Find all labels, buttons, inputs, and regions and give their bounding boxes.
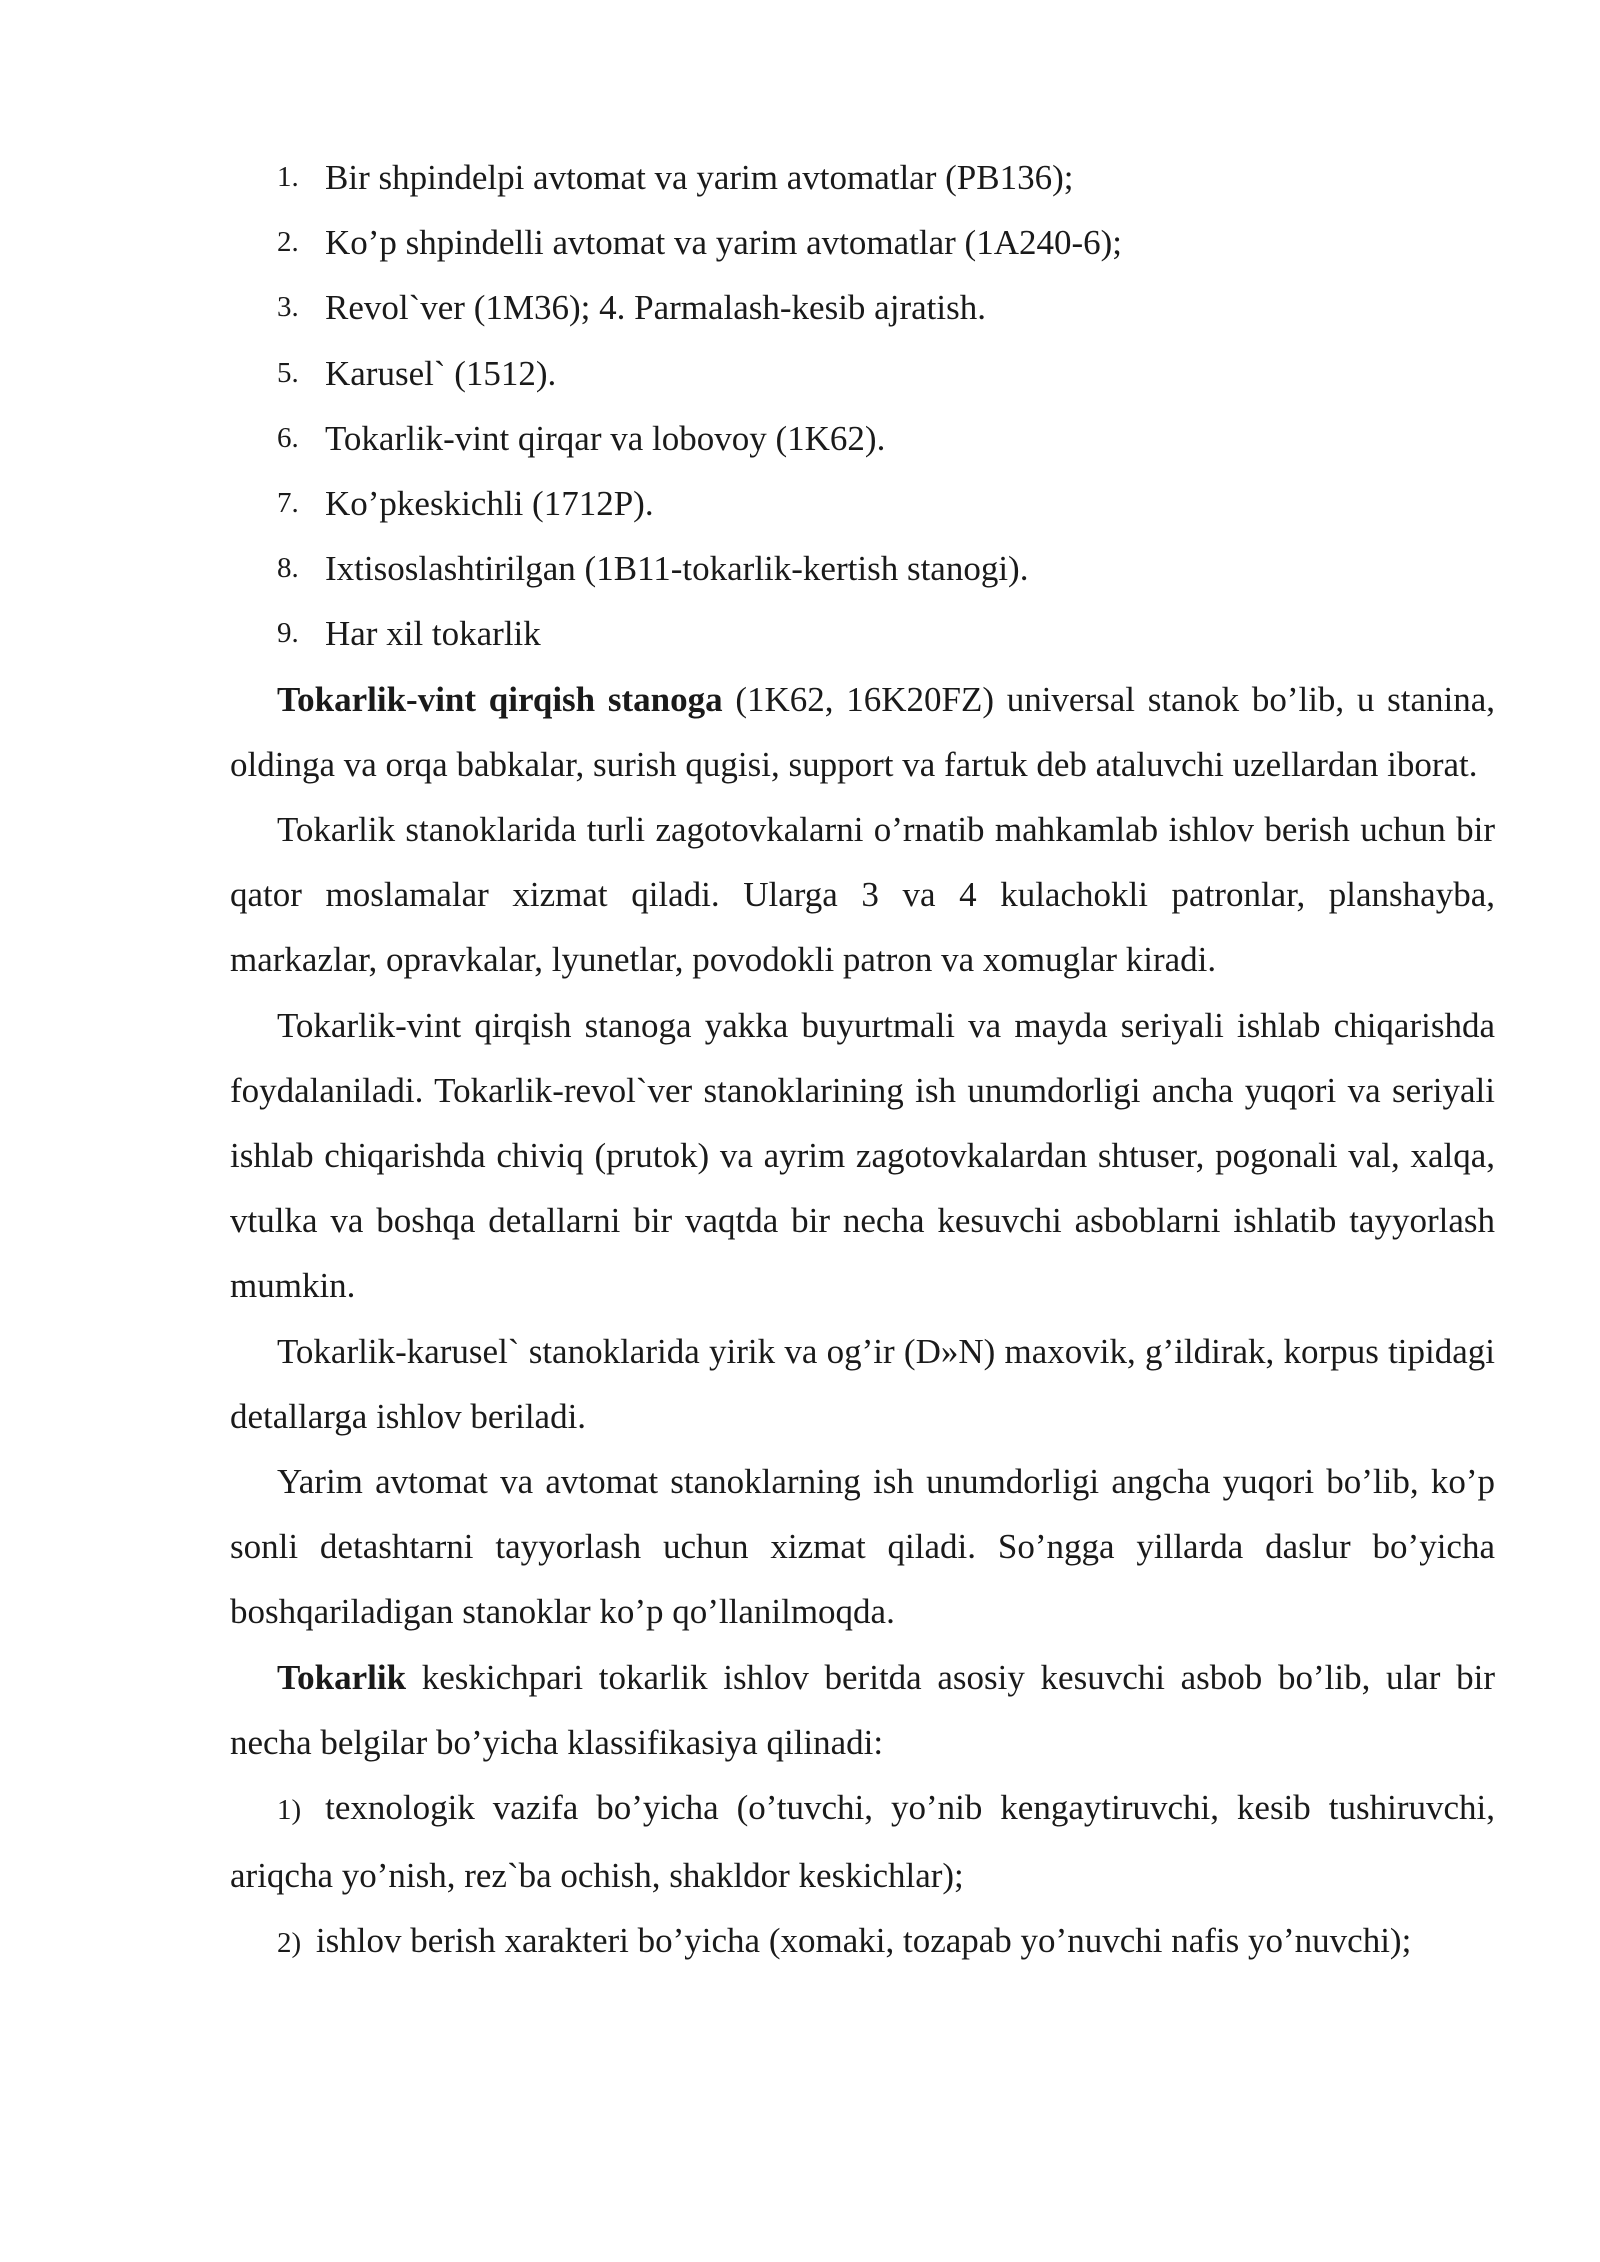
list-text: Har xil tokarlik: [325, 614, 541, 654]
document-page: [230, 145, 1495, 1977]
list-number: 9.: [277, 617, 299, 650]
list-item: [230, 406, 1495, 471]
list-item: [230, 341, 1495, 406]
list-item: [230, 210, 1495, 275]
list-number: 5.: [277, 356, 299, 389]
paragraph-production: Tokarlik-vint qirqish stanoga yakka buyurtmali va mayda seriyali ishlab chiqarishda foydalaniladi. Tokarlik-revol`ver stanoklarining ish unumdorligi ancha yuqori va seriyali ishlab chiqarishda chiviq (prutok) va ayrim zagotovkalardan shtuser, pogonali val, xalqa, vtulka va boshqa detallarni bir vaqtda bir necha kesuvchi asboblarni ishlatib tayyorlash mumkin.: [230, 1005, 1495, 1306]
paragraph-text: (1K62, 16K20FZ) universal stanok bo’lib, u stanina, oldinga va orqa babkalar, surish qugisi, support va fartuk deb ataluvchi uzellardan iborat.: [230, 679, 1495, 784]
list-item: [230, 601, 1495, 666]
classification-item: [230, 1908, 1495, 1976]
list-number: 1.: [277, 161, 299, 193]
list-text: Ko’pkeskichli (1712P).: [325, 484, 654, 524]
item-number: 1): [277, 1794, 302, 1827]
bold-term: Tokarlik-vint qirqish stanoga: [277, 679, 723, 719]
classification-item: [230, 1775, 1495, 1908]
paragraph-carousel: Tokarlik-karusel` stanoklarida yirik va og’ir (D»N) maxovik, g’ildirak, korpus tipidagi detallarga ishlov beriladi.: [230, 1331, 1495, 1436]
item-text: texnologik vazifa bo’yicha (o’tuvchi, yo’nib kengaytiruvchi, kesib tushiruvchi, ariqcha yo’nish, rez`ba ochish, shakldor keskichlar);: [230, 1788, 1495, 1896]
list-number: 6.: [277, 421, 299, 454]
paragraph-fixtures: Tokarlik stanoklarida turli zagotovkalarni o’rnatib mahkamlab ishlov berish uchun bir qator moslamalar xizmat qiladi. Ularga 3 va 4 kulachokli patronlar, planshayba, markazlar, opravkalar, lyunetlar, povodokli patron va xomuglar kiradi.: [230, 810, 1495, 980]
list-number: 8.: [277, 552, 299, 585]
machine-type-list: [230, 145, 1495, 667]
paragraph-text: keskichpari tokarlik ishlov beritda asosiy kesuvchi asbob bo’lib, ular bir necha belgilar bo’yicha klassifikasiya qilinadi:: [230, 1657, 1495, 1762]
list-number: 7.: [277, 487, 299, 520]
paragraph-cutters: [230, 1645, 1495, 1775]
item-number: 2): [277, 1927, 302, 1960]
item-text: ishlov berish xarakteri bo’yicha (xomaki, tozapab yo’nuvchi nafis yo’nuvchi);: [315, 1921, 1412, 1961]
list-number: 3.: [277, 291, 299, 324]
list-text: Ixtisoslashtirilgan (1B11-tokarlik-kertish stanogi).: [325, 549, 1029, 589]
list-text: Karusel` (1512).: [325, 353, 557, 393]
list-item: [230, 275, 1495, 340]
list-number: 2.: [277, 226, 299, 259]
list-text: Bir shpindelpi avtomat va yarim avtomatlar (PB136);: [325, 158, 1074, 197]
list-item: [230, 471, 1495, 536]
bold-term: Tokarlik: [277, 1657, 407, 1697]
paragraph-automatic: Yarim avtomat va avtomat stanoklarning ish unumdorligi angcha yuqori bo’lib, ko’p sonli detashtarni tayyorlash uchun xizmat qiladi. So’ngga yillarda daslur bo’yicha boshqariladigan stanoklar ko’p qo’llanilmoqda.: [230, 1462, 1495, 1632]
list-text: Ko’p shpindelli avtomat va yarim avtomatlar (1A240-6);: [325, 223, 1123, 263]
list-item: [230, 536, 1495, 601]
list-text: Tokarlik-vint qirqar va lobovoy (1K62).: [325, 418, 886, 458]
list-text: Revol`ver (1M36); 4. Parmalash-kesib ajratish.: [325, 288, 986, 328]
paragraph-lathe-screw-cutting: [230, 667, 1495, 797]
list-item: [230, 145, 1495, 210]
